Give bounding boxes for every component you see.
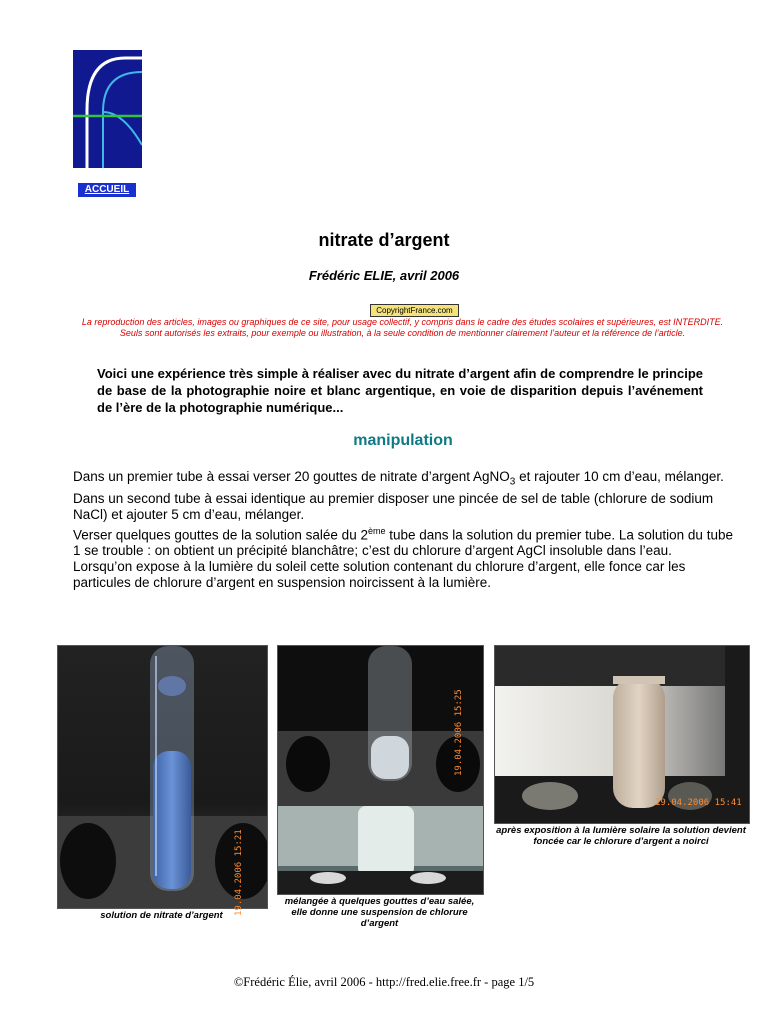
home-link[interactable]: ACCUEIL (78, 183, 136, 197)
photo-timestamp: 19.04.2006 15:25 (454, 689, 464, 776)
photo-timestamp: 19.04.2006 15:41 (655, 798, 742, 808)
photo-caption: mélangée à quelques gouttes d’eau salée, elle donne une suspension de chlorure d’argent (284, 896, 475, 929)
step-3-text-end: tube dans la solution du premier tube. La solution du tube 1 se trouble : on obtient un précipité blanchâtre; c’est du chlorure d’argent AgCl insoluble dans l’eau. (73, 527, 733, 559)
step-1 (73, 469, 733, 491)
photo-darkened-solution (494, 645, 750, 824)
step-4: Lorsqu’on expose à la lumière du soleil cette solution contenant du chlorure d’argent, elle fonce car les particules de chlorure d’argent en suspension noircissent à la lumière. (73, 559, 686, 591)
page-footer: ©Frédéric Élie, avril 2006 - http://fred.elie.free.fr - page 1/5 (233, 975, 535, 989)
copyright-badge[interactable]: CopyrightFrance.com (370, 304, 459, 317)
step-2: Dans un second tube à essai identique au premier disposer une pincée de sel de table (chlorure de sodium NaCl) et ajouter 5 cm d’eau, mélanger. (73, 490, 714, 522)
photo-caption: solution de nitrate d’argent (100, 910, 223, 921)
procedure-text (73, 469, 733, 591)
step-1-text: Dans un premier tube à essai verser 20 gouttes de nitrate d’argent AgNO (73, 469, 510, 484)
photo-caption: après exposition à la lumière solaire la solution devient foncée car le chlorure d’argent a noirci (496, 825, 746, 847)
step-3 (73, 523, 733, 560)
site-logo (73, 50, 142, 168)
superscript-eme: ème (367, 525, 386, 536)
section-heading: manipulation (353, 432, 453, 449)
page-title: nitrate d’argent (318, 230, 450, 250)
step-3-text: Verser quelques gouttes de la solution salée du 2 (73, 527, 368, 543)
copyright-notice: La reproduction des articles, images ou graphiques de ce site, pour usage collectif, y compris dans le cadre des études scolaires et supérieures, est INTERDITE. Seuls sont autorisés les extraits, pour exemple ou illustration, à la seule condition de mentionner clairement l’auteur et la référence de l’article. (81, 317, 724, 338)
photo-silver-chloride-suspension (277, 645, 484, 895)
intro-paragraph: Voici une expérience très simple à réaliser avec du nitrate d’argent afin de comprendre le principe de base de la photographie noire et blanc argentique, en voie de disparition depuis l’avénement de l’ère de la photographie numérique... (97, 366, 703, 415)
author-line: Frédéric ELIE, avril 2006 (308, 268, 460, 283)
photo-timestamp: 19.04.2006 15:21 (234, 829, 244, 916)
subscript-3: 3 (509, 476, 516, 488)
step-1-text-end: et rajouter 10 cm d’eau, mélanger. (515, 469, 724, 484)
